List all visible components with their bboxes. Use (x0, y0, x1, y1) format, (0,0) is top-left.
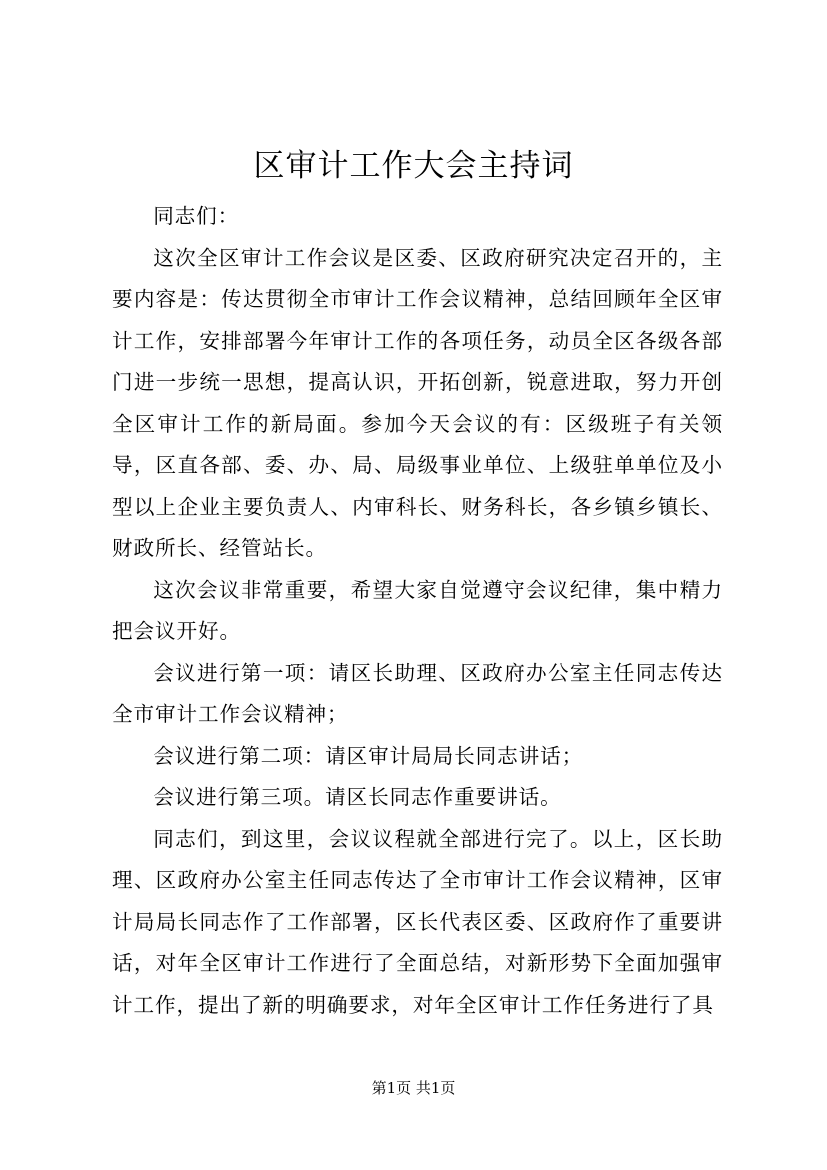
paragraph-agenda-item-2: 会议进行第二项：请区审计局局长同志讲话； (153, 743, 584, 768)
paragraph-discipline: 这次会议非常重要，希望大家自觉遵守会议纪律，集中精力把会议开好。 (112, 577, 723, 643)
document-title: 区审计工作大会主持词 (253, 148, 574, 184)
paragraph-agenda-item-1: 会议进行第一项：请区长助理、区政府办公室主任同志传达全市审计工作会议精神； (112, 660, 723, 726)
page-number-footer: 第1页 共1页 (371, 1079, 456, 1097)
paragraph-meeting-intro: 这次全区审计工作会议是区委、区政府研究决定召开的，主要内容是：传达贯彻全市审计工作会议精神，总结回顾年全区审计工作，安排部署今年审计工作的各项任务，动员全区各级各部门进一步统一思想，提高认识，开拓创新，锐意进取，努力开创全区审计工作的新局面。参加今天会议的有：区级班子有关领导，区直各部、委、办、局、局级事业单位、上级驻单单位及小型以上企业主要负责人、内审科长、财务科长，各乡镇乡镇长、财政所长、经管站长。 (112, 245, 723, 560)
document-body (112, 196, 723, 1026)
paragraph-summary: 同志们，到这里，会议议程就全部进行完了。以上，区长助理、区政府办公室主任同志传达了全市审计工作会议精神，区审计局局长同志作了工作部署，区长代表区委、区政府作了重要讲话，对年全区审计工作进行了全面总结，对新形势下全面加强审计工作，提出了新的明确要求，对年全区审计工作任务进行了具 (112, 826, 723, 1017)
paragraph-salutation: 同志们： (153, 204, 240, 228)
paragraph-agenda-item-3: 会议进行第三项。请区长同志作重要讲话。 (153, 785, 562, 809)
